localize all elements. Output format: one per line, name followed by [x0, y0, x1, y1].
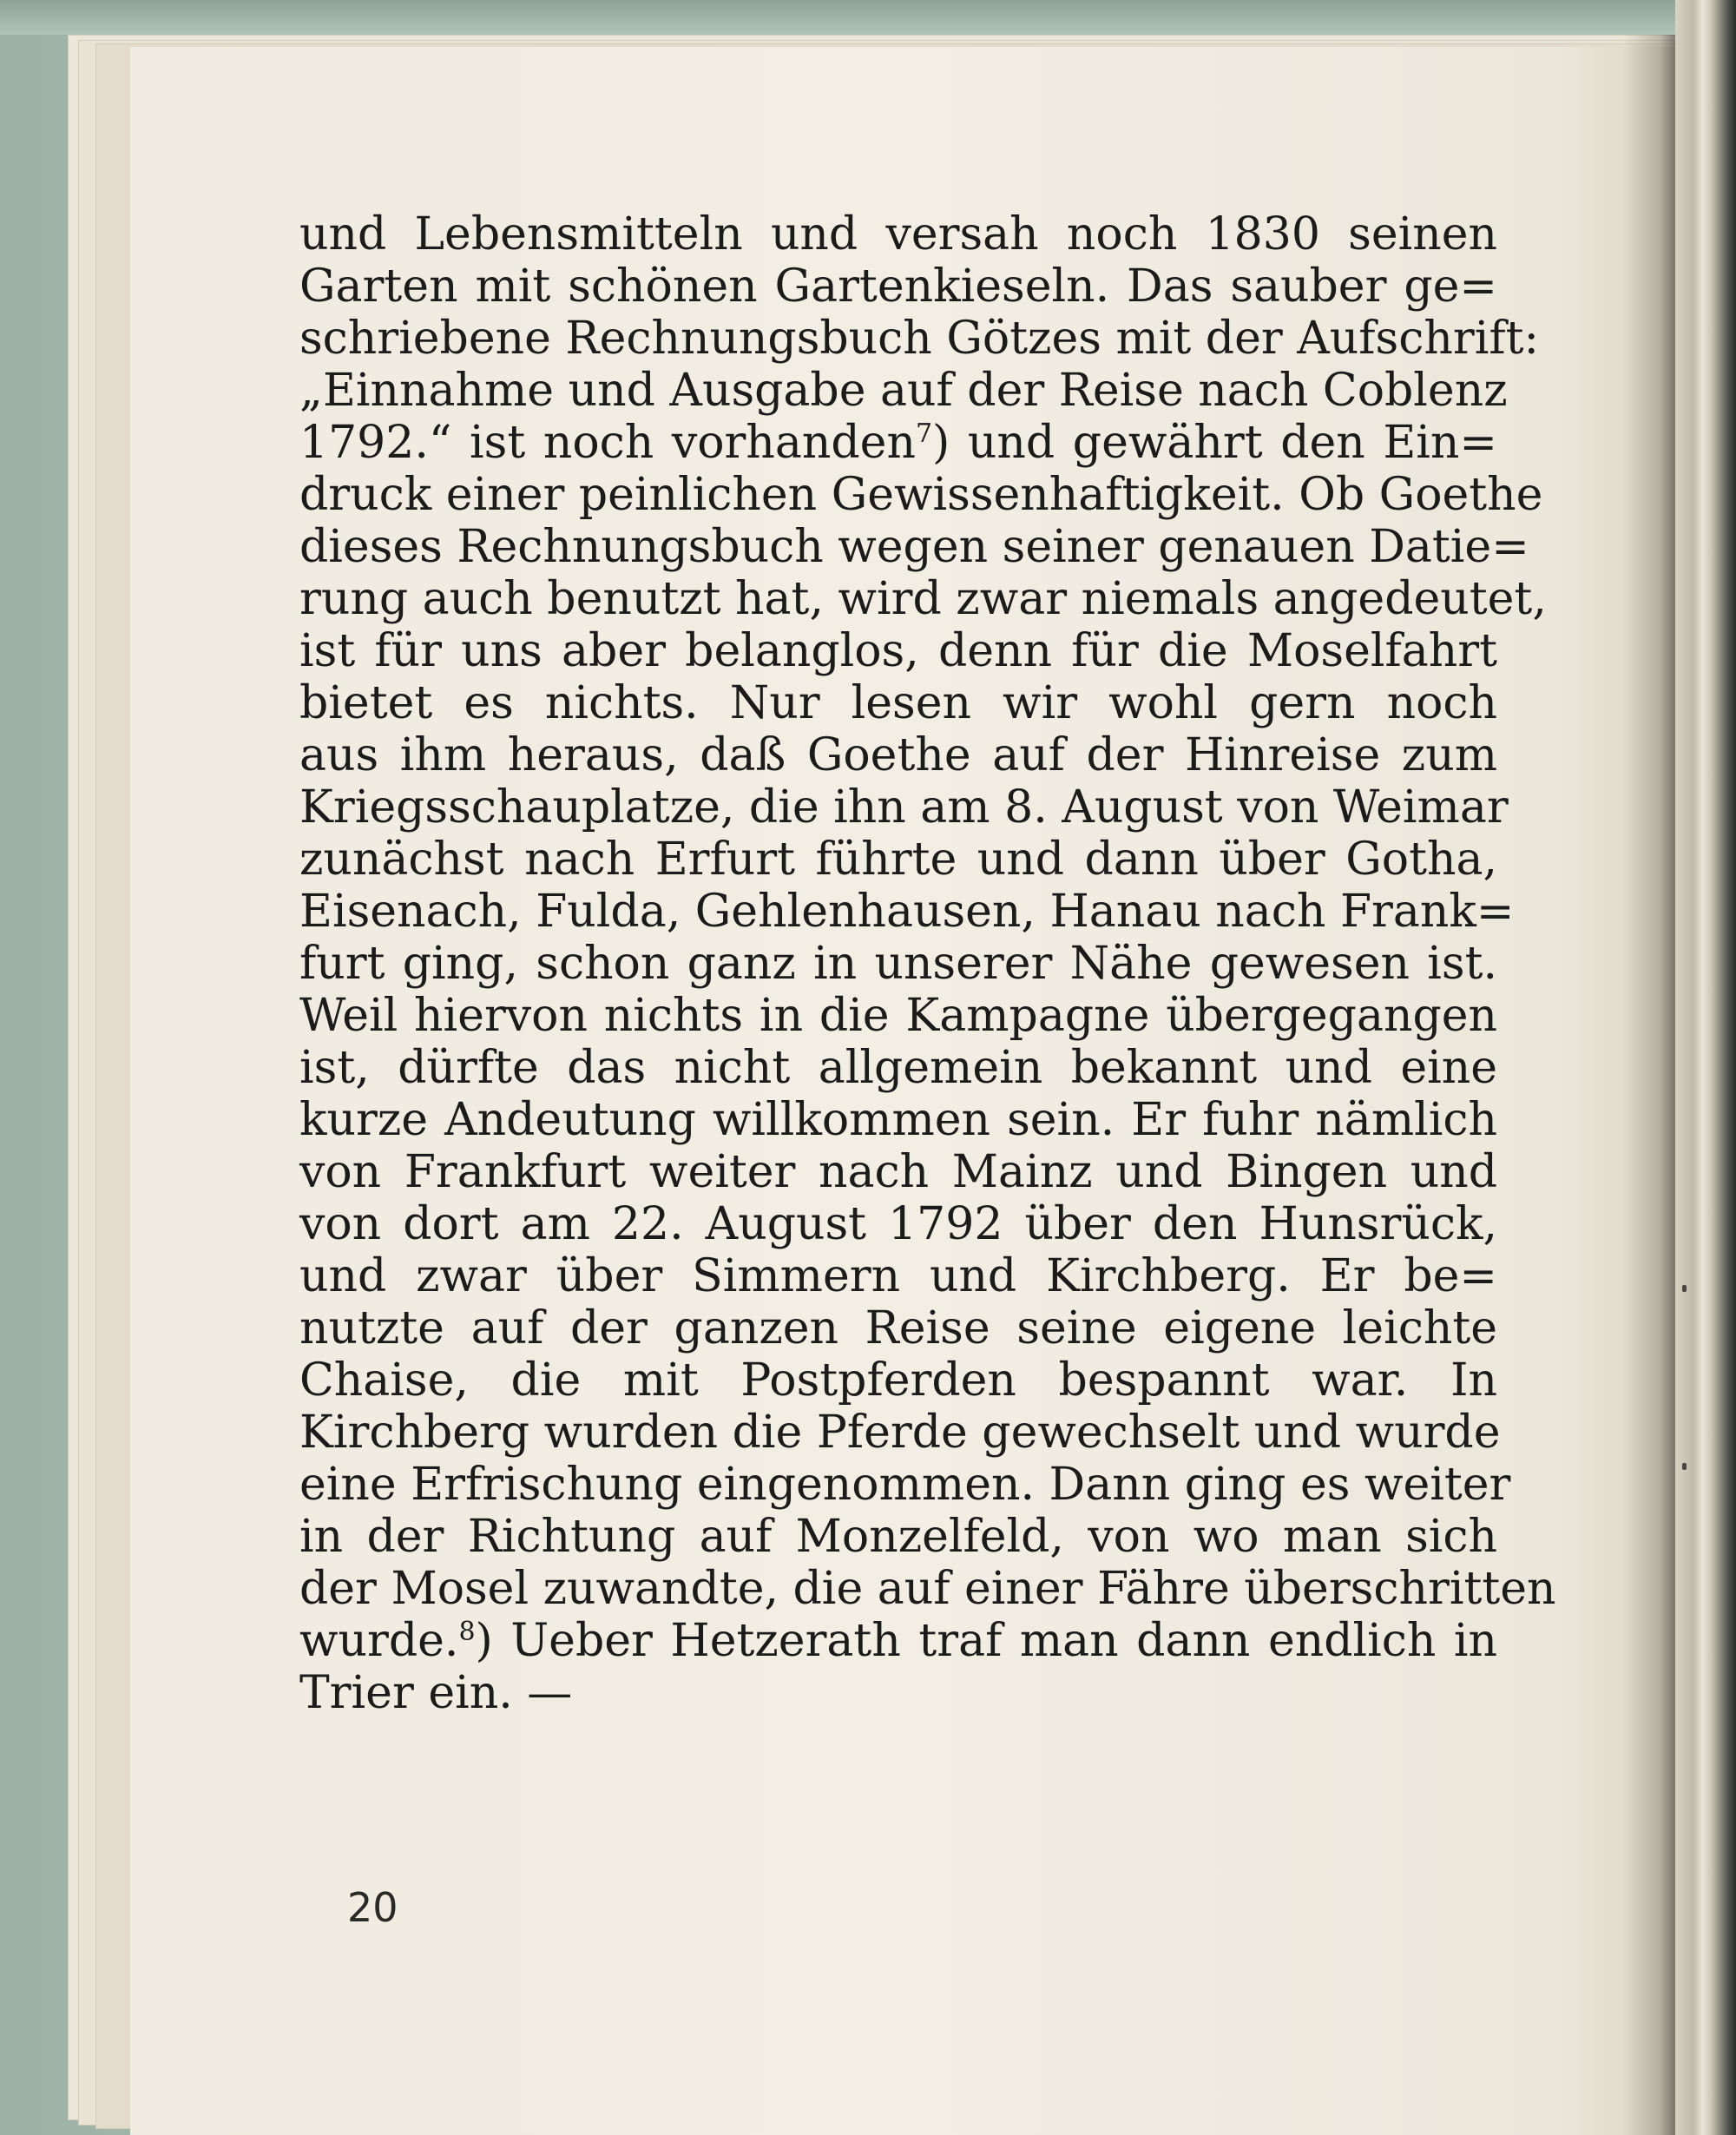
text-line: eine Erfrischung eingenommen. Dann ging es weiter — [299, 1459, 1511, 1511]
binding-shadow — [1623, 35, 1675, 2135]
text-fragment: ) Ueber Hetzerath traf man dann endlich in — [475, 1615, 1497, 1667]
text-line: „Einnahme und Ausgabe auf der Reise nach Coblenz — [299, 365, 1508, 417]
text-line: dieses Rechnungsbuch wegen seiner genauen Datie= — [299, 521, 1529, 573]
text-line: der Mosel zuwandte, die auf einer Fähre überschritten — [299, 1563, 1556, 1615]
text-line: Kriegsschauplatze, die ihn am 8. August von Weimar — [299, 781, 1509, 834]
text-line: zunächst nach Erfurt führte und dann über Gotha, — [299, 834, 1497, 886]
text-fragment: 1792.“ ist noch vorhanden — [299, 417, 916, 469]
footnote-ref: 7 — [915, 418, 933, 449]
text-fragment: wurde. — [299, 1615, 459, 1667]
text-line: und Lebensmitteln und versah noch 1830 seinen — [299, 208, 1497, 260]
text-line: Trier ein. — — [299, 1667, 573, 1719]
text-line — [299, 1615, 1497, 1667]
text-line: aus ihm heraus, daß Goethe auf der Hinreise zum — [299, 729, 1497, 781]
text-line: furt ging, schon ganz in unserer Nähe gewesen ist. — [299, 938, 1497, 990]
paper-speck — [1682, 1463, 1687, 1470]
text-line: nutzte auf der ganzen Reise seine eigene leichte — [299, 1302, 1497, 1354]
paper-speck — [1682, 1285, 1687, 1292]
text-line: kurze Andeutung willkommen sein. Er fuhr nämlich — [299, 1094, 1497, 1146]
text-line: druck einer peinlichen Gewissenhaftigkeit. Ob Goethe — [299, 469, 1543, 521]
text-line: Chaise, die mit Postpferden bespannt war. In — [299, 1354, 1497, 1407]
page-number: 20 — [347, 1884, 398, 1931]
footnote-ref: 8 — [458, 1617, 476, 1647]
body-text — [299, 208, 1556, 1719]
text-line: Weil hiervon nichts in die Kampagne übergegangen — [299, 990, 1497, 1042]
text-line: bietet es nichts. Nur lesen wir wohl gern noch — [299, 677, 1497, 729]
text-line: von Frankfurt weiter nach Mainz und Bingen und — [299, 1146, 1497, 1198]
book-spine — [1675, 0, 1736, 2135]
text-line: rung auch benutzt hat, wird zwar niemals angedeutet, — [299, 573, 1547, 625]
text-line: Garten mit schönen Gartenkieseln. Das sauber ge= — [299, 260, 1497, 313]
text-line: und zwar über Simmern und Kirchberg. Er be= — [299, 1250, 1497, 1302]
text-line: in der Richtung auf Monzelfeld, von wo man sich — [299, 1511, 1497, 1563]
text-fragment: ) und gewährt den Ein= — [932, 417, 1497, 469]
text-line — [299, 417, 1497, 469]
text-line: schriebene Rechnungsbuch Götzes mit der Aufschrift: — [299, 313, 1539, 365]
text-line: ist, dürfte das nicht allgemein bekannt und eine — [299, 1042, 1497, 1094]
text-line: Eisenach, Fulda, Gehlenhausen, Hanau nach Frank= — [299, 886, 1515, 938]
text-line: Kirchberg wurden die Pferde gewechselt und wurde — [299, 1407, 1501, 1459]
text-line: ist für uns aber belanglos, denn für die Moselfahrt — [299, 625, 1497, 677]
text-line: von dort am 22. August 1792 über den Hunsrück, — [299, 1198, 1497, 1250]
cover-top-edge — [0, 0, 1701, 35]
